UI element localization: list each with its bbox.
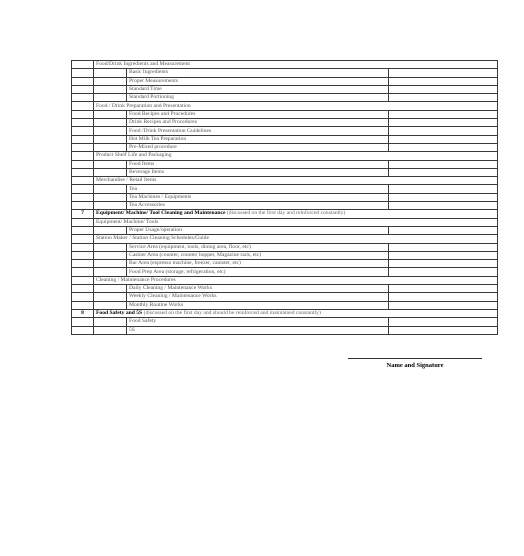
subheading bbox=[94, 61, 498, 69]
row-number: 7 bbox=[72, 210, 94, 218]
item-label: Standard Portioning bbox=[127, 94, 389, 102]
item-label: Food Recipes and Procedures bbox=[127, 110, 389, 118]
row-number bbox=[72, 301, 94, 309]
section-heading bbox=[94, 309, 498, 317]
heading-text: Cleaning / Maintenance Procedures bbox=[96, 276, 176, 283]
section-heading bbox=[94, 210, 498, 218]
item-label: Tea Accessories bbox=[127, 202, 389, 210]
row-number bbox=[72, 268, 94, 276]
check-cell[interactable] bbox=[389, 285, 498, 293]
row-number bbox=[72, 69, 94, 77]
indent-cell bbox=[94, 110, 127, 118]
table-row bbox=[72, 260, 498, 268]
row-number bbox=[72, 251, 94, 259]
row-number bbox=[72, 226, 94, 234]
subheading-row bbox=[72, 177, 498, 185]
table-row bbox=[72, 318, 498, 326]
item-label: Service Area (equipment, tools, dining area, floor, etc) bbox=[127, 243, 389, 251]
heading-text: Equipment/ Machine/ Tools bbox=[96, 218, 159, 225]
subheading bbox=[94, 218, 498, 226]
subheading-row bbox=[72, 102, 498, 110]
indent-cell bbox=[94, 226, 127, 234]
table-row bbox=[72, 127, 498, 135]
indent-cell bbox=[94, 185, 127, 193]
table-row bbox=[72, 110, 498, 118]
check-cell[interactable] bbox=[389, 94, 498, 102]
section-note: (discussed on the first day and should be reinforced and maintained constantly) bbox=[143, 310, 321, 317]
check-cell[interactable] bbox=[389, 243, 498, 251]
table-row bbox=[72, 77, 498, 85]
indent-cell bbox=[94, 119, 127, 127]
row-number bbox=[72, 127, 94, 135]
check-cell[interactable] bbox=[389, 77, 498, 85]
table-row bbox=[72, 69, 498, 77]
row-number bbox=[72, 243, 94, 251]
table-row bbox=[72, 243, 498, 251]
item-label: Proper Usage/operation bbox=[127, 226, 389, 234]
heading-text: Station Maker / Station Cleaning Schedules/Guide bbox=[96, 235, 209, 242]
row-number bbox=[72, 61, 94, 69]
indent-cell bbox=[94, 285, 127, 293]
check-cell[interactable] bbox=[389, 268, 498, 276]
table-row bbox=[72, 251, 498, 259]
check-cell[interactable] bbox=[389, 127, 498, 135]
item-label: Beverage Items bbox=[127, 168, 389, 176]
row-number bbox=[72, 152, 94, 160]
indent-cell bbox=[94, 193, 127, 201]
row-number bbox=[72, 235, 94, 243]
row-number bbox=[72, 110, 94, 118]
signature-line bbox=[348, 358, 482, 359]
indent-cell bbox=[94, 143, 127, 151]
row-number bbox=[72, 218, 94, 226]
table-row bbox=[72, 202, 498, 210]
item-label: Drink Recipes and Procedures bbox=[127, 119, 389, 127]
item-label: Basic Ingredients bbox=[127, 69, 389, 77]
table-row bbox=[72, 85, 498, 93]
check-cell[interactable] bbox=[389, 193, 498, 201]
item-label: Proper Measurements bbox=[127, 77, 389, 85]
row-number bbox=[72, 94, 94, 102]
row-number bbox=[72, 260, 94, 268]
subheading bbox=[94, 276, 498, 284]
check-cell[interactable] bbox=[389, 226, 498, 234]
item-label: Food Prep Area (storage, refrigeration, etc) bbox=[127, 268, 389, 276]
row-number bbox=[72, 318, 94, 326]
table-row bbox=[72, 119, 498, 127]
heading-text: Equipment/ Machine/ Tool Cleaning and Maintenance bbox=[96, 210, 226, 217]
indent-cell bbox=[94, 168, 127, 176]
check-cell[interactable] bbox=[389, 160, 498, 168]
row-number bbox=[72, 293, 94, 301]
heading-text: Food Safety and 5S bbox=[96, 310, 143, 317]
table-row bbox=[72, 301, 498, 309]
item-label: Daily Cleaning / Maintenance Works bbox=[127, 285, 389, 293]
subheading-row bbox=[72, 61, 498, 69]
item-label: Food /Drink Presentation Guidelines bbox=[127, 127, 389, 135]
subheading bbox=[94, 177, 498, 185]
subheading bbox=[94, 102, 498, 110]
table-row bbox=[72, 193, 498, 201]
row-number bbox=[72, 143, 94, 151]
row-number bbox=[72, 177, 94, 185]
row-number bbox=[72, 276, 94, 284]
indent-cell bbox=[94, 268, 127, 276]
item-label: Tea bbox=[127, 185, 389, 193]
item-label: Food Safety bbox=[127, 318, 389, 326]
table-row bbox=[72, 168, 498, 176]
check-cell[interactable] bbox=[389, 326, 498, 334]
indent-cell bbox=[94, 94, 127, 102]
table-row bbox=[72, 268, 498, 276]
check-cell[interactable] bbox=[389, 251, 498, 259]
check-cell[interactable] bbox=[389, 202, 498, 210]
subheading bbox=[94, 152, 498, 160]
checklist-table bbox=[71, 60, 498, 335]
subheading-row bbox=[72, 276, 498, 284]
check-cell[interactable] bbox=[389, 85, 498, 93]
row-number bbox=[72, 185, 94, 193]
table-row bbox=[72, 185, 498, 193]
indent-cell bbox=[94, 135, 127, 143]
row-number bbox=[72, 326, 94, 334]
indent-cell bbox=[94, 77, 127, 85]
indent-cell bbox=[94, 160, 127, 168]
item-label: Tea Machines / Equipments bbox=[127, 193, 389, 201]
signature-label: Name and Signature bbox=[386, 362, 444, 369]
check-cell[interactable] bbox=[389, 143, 498, 151]
item-label: Pre-Mixed procedure bbox=[127, 143, 389, 151]
row-number bbox=[72, 119, 94, 127]
check-cell[interactable] bbox=[389, 135, 498, 143]
indent-cell bbox=[94, 127, 127, 135]
row-number bbox=[72, 85, 94, 93]
item-label: Cashier Area (counter, counter hopper, Magazine rack, etc) bbox=[127, 251, 389, 259]
check-cell[interactable] bbox=[389, 318, 498, 326]
checklist-body bbox=[72, 61, 498, 335]
subheading-row bbox=[72, 152, 498, 160]
table-row bbox=[72, 226, 498, 234]
item-label: Weekly Cleaning / Maintenance Works bbox=[127, 293, 389, 301]
table-row bbox=[72, 143, 498, 151]
row-number bbox=[72, 160, 94, 168]
table-row bbox=[72, 94, 498, 102]
indent-cell bbox=[94, 318, 127, 326]
subheading bbox=[94, 235, 498, 243]
row-number bbox=[72, 202, 94, 210]
item-label: Food Items bbox=[127, 160, 389, 168]
table-row bbox=[72, 293, 498, 301]
heading-text: Merchandise / Retail Items bbox=[96, 177, 157, 184]
indent-cell bbox=[94, 326, 127, 334]
indent-cell bbox=[94, 85, 127, 93]
indent-cell bbox=[94, 202, 127, 210]
check-cell[interactable] bbox=[389, 293, 498, 301]
check-cell[interactable] bbox=[389, 69, 498, 77]
item-label: Standard Time bbox=[127, 85, 389, 93]
row-number: 8 bbox=[72, 309, 94, 317]
table-row bbox=[72, 285, 498, 293]
table-row bbox=[72, 326, 498, 334]
check-cell[interactable] bbox=[389, 260, 498, 268]
row-number bbox=[72, 102, 94, 110]
heading-text: Product Shelf Life and Packaging bbox=[96, 152, 172, 159]
heading-text: Food / Drink Preparation and Presentation bbox=[96, 102, 191, 109]
table-row bbox=[72, 160, 498, 168]
subheading-row bbox=[72, 235, 498, 243]
item-label: Hot Milk Tea Preparation bbox=[127, 135, 389, 143]
section-note: (discussed on the first day and reinforced constantly) bbox=[226, 210, 346, 217]
indent-cell bbox=[94, 301, 127, 309]
row-number bbox=[72, 168, 94, 176]
item-label: Bar Area (espresso machine, freezer, canister, etc) bbox=[127, 260, 389, 268]
subheading-row bbox=[72, 218, 498, 226]
row-number bbox=[72, 193, 94, 201]
indent-cell bbox=[94, 260, 127, 268]
check-cell[interactable] bbox=[389, 119, 498, 127]
table-row bbox=[72, 135, 498, 143]
indent-cell bbox=[94, 243, 127, 251]
row-number bbox=[72, 135, 94, 143]
indent-cell bbox=[94, 69, 127, 77]
row-number bbox=[72, 77, 94, 85]
section-row bbox=[72, 309, 498, 317]
heading-text: Food/Drink Ingredients and Measurement bbox=[96, 61, 190, 68]
row-number bbox=[72, 285, 94, 293]
section-row bbox=[72, 210, 498, 218]
check-cell[interactable] bbox=[389, 110, 498, 118]
check-cell[interactable] bbox=[389, 185, 498, 193]
indent-cell bbox=[94, 251, 127, 259]
item-label: 5S bbox=[127, 326, 389, 334]
check-cell[interactable] bbox=[389, 168, 498, 176]
indent-cell bbox=[94, 293, 127, 301]
item-label: Monthly Routine Works bbox=[127, 301, 389, 309]
check-cell[interactable] bbox=[389, 301, 498, 309]
